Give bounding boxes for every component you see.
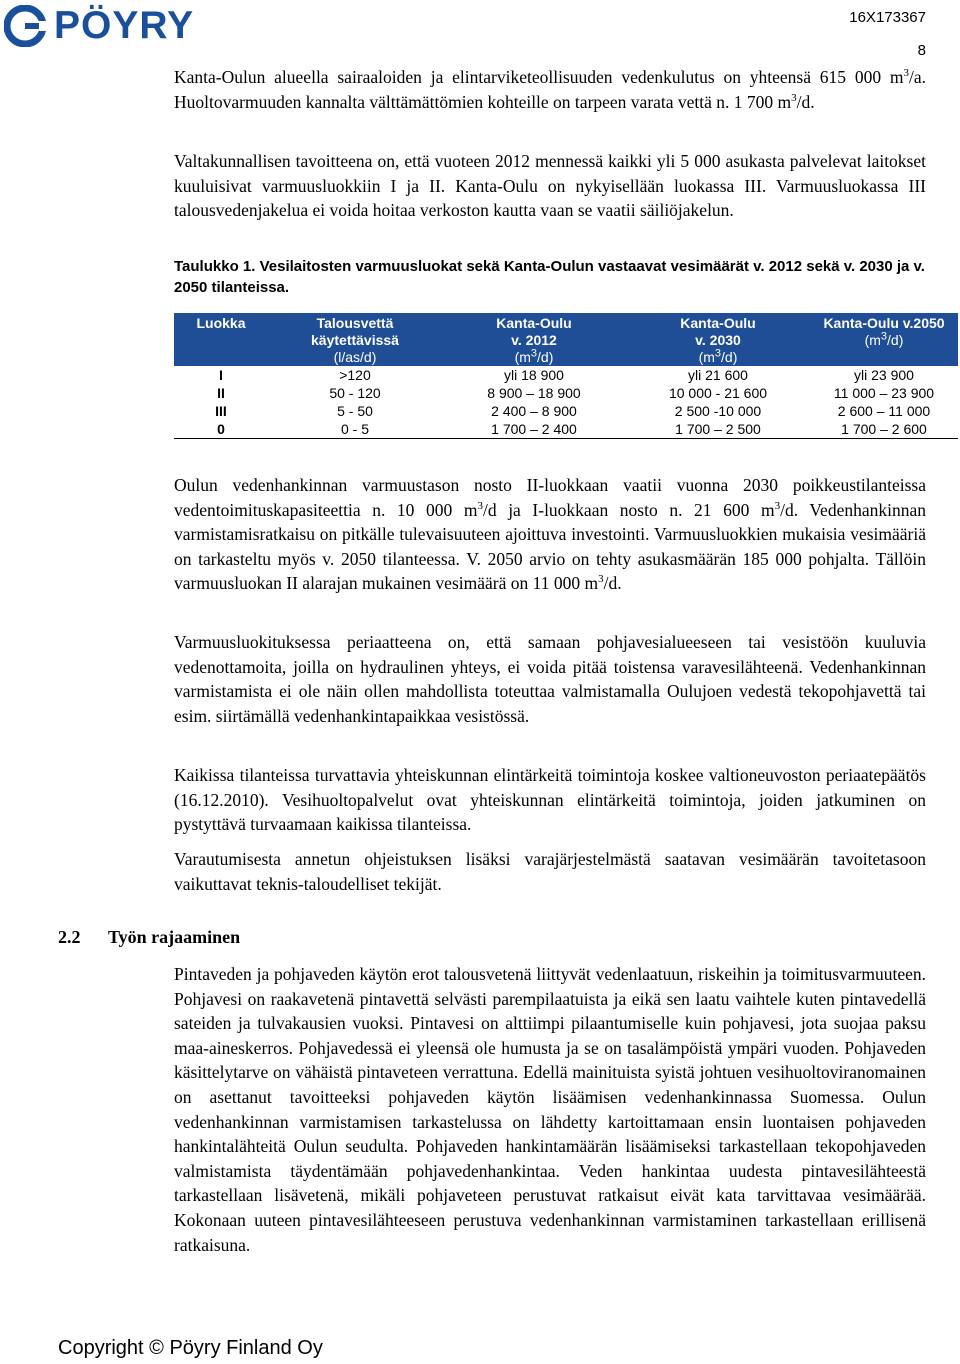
table-row xyxy=(174,366,958,384)
security-class-table xyxy=(174,313,958,439)
poyry-logo xyxy=(4,4,194,48)
header-2050: Kanta-Oulu v.2050 $(m^3/d)$ xyxy=(810,313,958,366)
table-cell: yli 21 600 xyxy=(688,367,748,383)
table-cell: 0 xyxy=(174,420,268,439)
table-cell: 1 700 – 2 500 xyxy=(626,420,810,439)
table-row xyxy=(174,420,958,439)
header-luokka: Luokka xyxy=(174,313,268,366)
table-cell: 0 - 5 xyxy=(268,420,442,439)
table-cell: I xyxy=(219,367,223,383)
paragraph-consumption: Kanta-Oulun alueella sairaaloiden ja elintarviketeollisuuden vedenkulutus on yhteensä 615 000 $m^3/a$. Huoltovarmuuden kannalta välttämättömien kohteille on tarpeen varata vettä n. 1 700 $m^3/d$. xyxy=(174,67,926,112)
table-caption: Taulukko 1. Vesilaitosten varmuusluokat sekä Kanta-Oulun vastaavat vesimäärät v. 2012 sekä v. 2030 ja v. 2050 tilanteissa. xyxy=(174,258,925,296)
section-number: 2.2 xyxy=(58,927,81,947)
table-cell: 2 600 – 11 000 xyxy=(837,403,931,419)
paragraph-government: Kaikissa tilanteissa turvattavia yhteiskunnan elintärkeitä toimintoja koskee valtioneuvoston periaatepäätös (16.12.2010). Vesihuoltopalvelut ovat yhteiskunnan elintärkeitä toimintoja, joiden jatkuminen on pystyttävä turvaamaan kaikissa tilanteissa. xyxy=(174,765,926,835)
table-row xyxy=(174,384,958,402)
table-cell: 50 - 120 xyxy=(329,385,381,401)
page-number: 8 xyxy=(917,42,926,59)
table-cell: 2 400 – 8 900 xyxy=(491,403,577,419)
table-cell: yli 23 900 xyxy=(854,367,914,383)
table-cell: 5 - 50 xyxy=(337,403,373,419)
table-cell: 8 900 – 18 900 xyxy=(487,385,581,401)
logo-text: PÖYRY xyxy=(54,4,195,47)
table-cell: yli 18 900 xyxy=(504,367,564,383)
table-cell: 11 000 – 23 900 xyxy=(833,385,935,401)
paragraph-national-target: Valtakunnallisen tavoitteena on, että vuoteen 2012 mennessä kaikki yli 5 000 asukasta palvelevat laitokset kuuluisivat varmuusluokkiin I ja II. Kanta-Oulu on nykyisellään luokassa III. Varmuusluokassa III talousvedenjakelua ei voida hoitaa verkoston kautta vaan se vaatii säiliöjakelun. xyxy=(174,151,926,221)
paragraph-classification: Varmuusluokituksessa periaatteena on, että samaan pohjavesialueeseen tai vesistöön kuuluvia vedenottamoita, joilla on hydraulinen yhteys, ei voida pitää toistensa varavesilähteenä. Vedenhankinnan varmistamista ei ole näin ollen mahdollista toteuttaa valmistamalla Oulujoen vedestä tekopohjavettä tai esim. siirtämällä vedenhankintapaikkaa vesistössä. xyxy=(174,632,926,726)
document-id: 16X173367 xyxy=(849,9,926,26)
table-cell: >120 xyxy=(339,367,371,383)
header-2030: Kanta-Oulu v. 2030 $(m^3/d)$ xyxy=(626,313,810,366)
section-title: Työn rajaaminen xyxy=(108,927,241,947)
table-header-row xyxy=(174,313,958,366)
table-cell: II xyxy=(217,385,225,401)
poyry-logo-mark-icon xyxy=(4,5,46,47)
table-cell: 1 700 – 2 400 xyxy=(442,420,626,439)
paragraph-preparedness: Varautumisesta annetun ohjeistuksen lisäksi varajärjestelmästä saatavan vesimäärän tavoitetasoon vaikuttavat teknis-taloudelliset tekijät. xyxy=(174,849,926,894)
header-2012: Kanta-Oulu v. 2012 $(m^3/d)$ xyxy=(442,313,626,366)
table-cell: 10 000 - 21 600 xyxy=(668,385,768,401)
paragraph-oulu-upgrade: Oulun vedenhankinnan varmuustason nosto II-luokkaan vaatii vuonna 2030 poikkeustilanteissa vedentoimituskapasiteettia n. 10 000 $m^3/d$ ja I-luokkaan nosto n. 21 600 $m^3/d$. Vedenhankinnan varmistamisratkaisu on pitkälle tulevaisuuteen ajoittuva investointi. Varmuusluokkien mukaisia vesimääriä on tarkasteltu myös v. 2050 tilanteessa. V. 2050 arvio on tehty asukasmäärän 185 000 pohjalta. Tällöin varmuusluokan II alarajan mukainen vesimäärä on 11 000 $m^3/d$. xyxy=(174,475,926,594)
copyright-footer: Copyright © Pöyry Finland Oy xyxy=(58,1337,323,1359)
table-cell: III xyxy=(215,403,227,419)
table-row xyxy=(174,402,958,420)
paragraph-surface-vs-groundwater: Pintaveden ja pohjaveden käytön erot talousvetenä liittyvät vedenlaatuun, riskeihin ja toimitusvarmuuteen. Pohjavesi on raakavetenä pintavettä selvästi parempilaatuista ja eikä sen laatu vaihtele kuten pintavedellä sateiden ja tulvakausien vuoksi. Pintavesi on alttiimpi pilaantumiselle kuin pohjavesi, jota suojaa paksu maa-aineskerros. Pohjavedessä ei yleensä ole humusta ja se on tasalämpöistä ympäri vuoden. Pohjaveden käsittelytarve on vähäistä pintaveteen verrattuna. Edellä mainituista syistä johtuen vesihuoltoviranomainen on asettanut tavoitteeksi pohjaveden käytön lisäämisen vedenhankinnassa Suomessa. Oulun vedenhankinnan varmistamisen tarkastelussa on lähdetty kartoittamaan ensin luontaisen pohjaveden hankintalähteitä Oulun seudulta. Pohjaveden hankintamäärän lisäämiseksi tarkastellaan tekopohjaveden valmistamista täydentämään pohjavedenhankintaa. Veden hankintaa uudesta pintavesilähteestä tarkastellaan lisävetenä, mikäli pohjaveteen perustuvat ratkaisut eivät kata tarvittavaa vesimäärää. Kokonaan uuteen pintavesilähteeseen perustuva vedenhankinnan varmistaminen tarkastellaan erillisenä ratkaisuna. xyxy=(174,964,926,1255)
header-talousvetta: Talousvettä käytettävissä (l/as/d) xyxy=(268,313,442,366)
table-cell: 1 700 – 2 600 xyxy=(810,420,958,439)
table-cell: 2 500 -10 000 xyxy=(674,403,762,419)
